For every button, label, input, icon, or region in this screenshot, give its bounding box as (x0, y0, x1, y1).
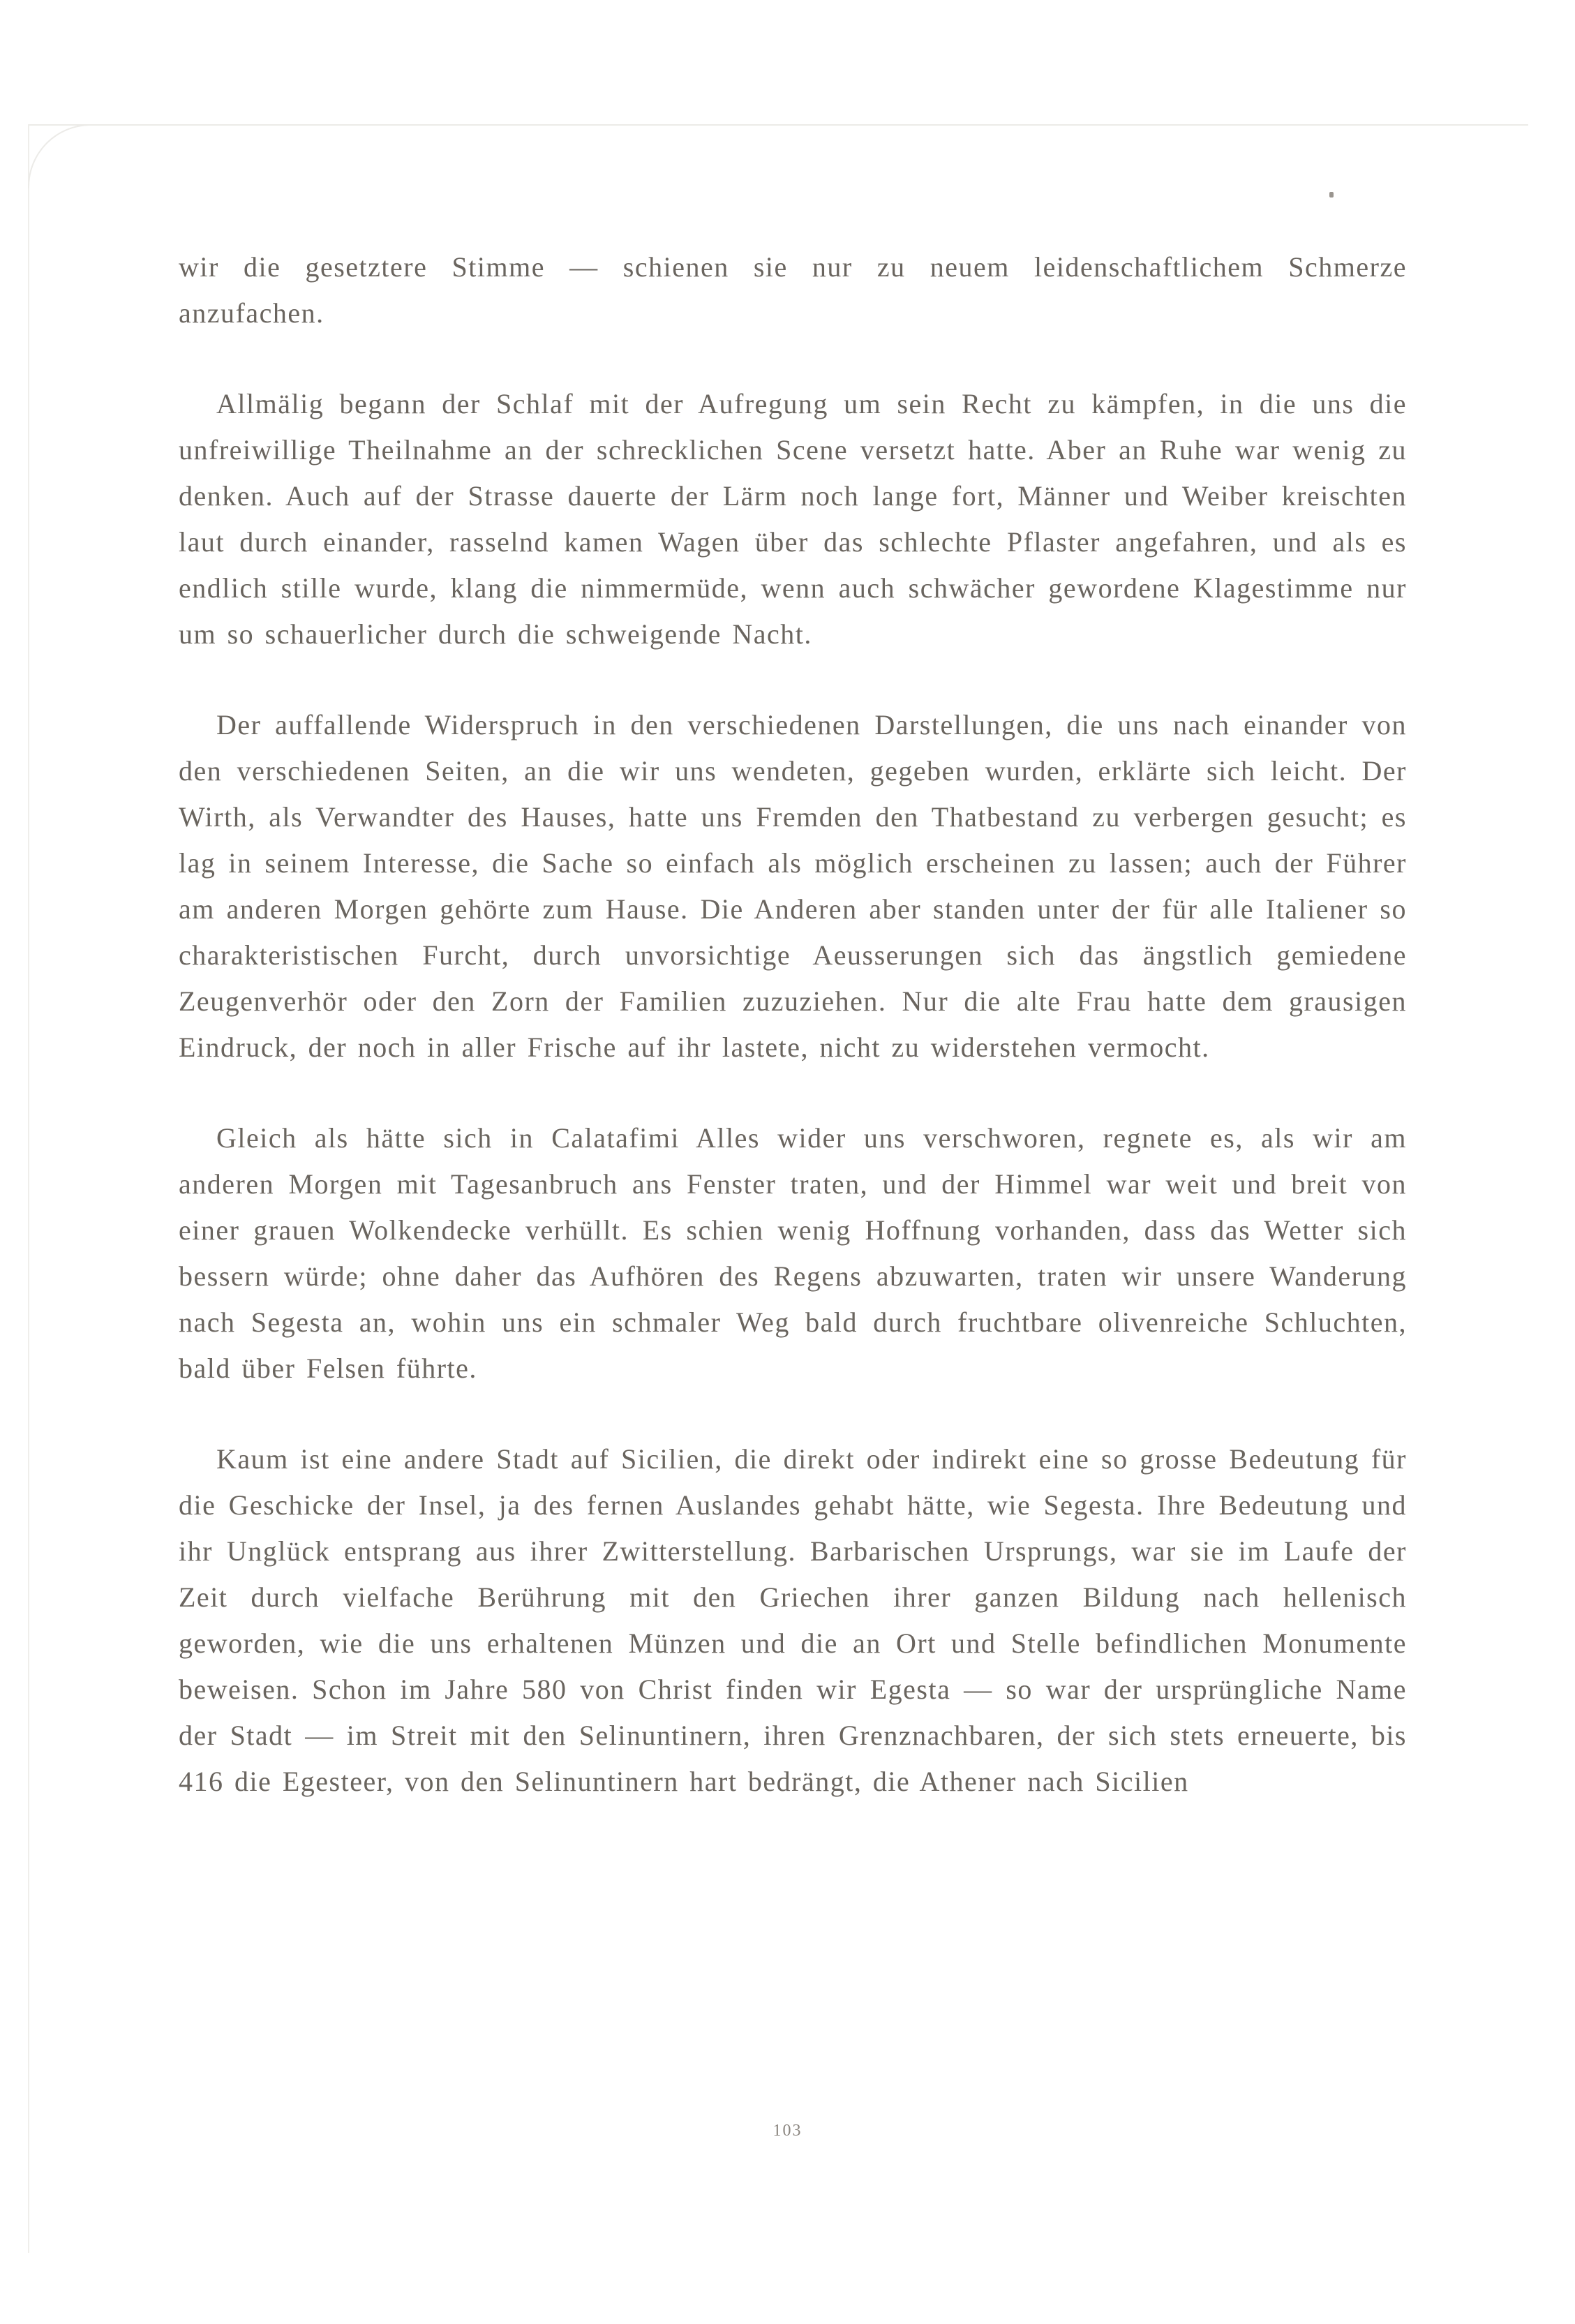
paragraph-contradiction: Der auffallende Widerspruch in den verschiedenen Darstellungen, die uns nach einander von den verschiedenen Seiten, an die wir uns wendeten, gegeben wurden, erklärte sich leicht. Der Wirth, als Verwandter des Hauses, hatte uns Fremden den Thatbestand zu verbergen gesucht; es lag in seinem Interesse, die Sache so einfach als möglich erscheinen zu lassen; auch der Führer am anderen Morgen gehörte zum Hause. Die Anderen aber standen unter der für alle Italiener so charakteristischen Furcht, durch unvorsichtige Aeusserungen sich das ängstlich gemiedene Zeugenverhör oder den Zorn der Familien zuzuziehen. Nur die alte Frau hatte dem grausigen Eindruck, der noch in aller Frische auf ihr lastete, nicht zu widerstehen vermocht. (179, 709, 1407, 1063)
page-edge-left (28, 124, 29, 2253)
paragraph-sleep: Allmälig begann der Schlaf mit der Aufregung um sein Recht zu kämpfen, in die uns die unfreiwillige Theilnahme an der schrecklichen Scene versetzt hatte. Aber an Ruhe war wenig zu denken. Auch auf der Strasse dauerte der Lärm noch lange fort, Männer und Weiber kreischten laut durch einander, rasselnd kamen Wagen über das schlechte Pflaster angefahren, und als es endlich stille wurde, klang die nimmermüde, wenn auch schwächer gewordene Klagestimme nur um so schauerlicher durch die schweigende Nacht. (179, 388, 1407, 650)
page-corner (28, 124, 92, 188)
paragraph-segesta: Kaum ist eine andere Stadt auf Sicilien, die direkt oder indirekt eine so grosse Bedeutung für die Geschicke der Insel, ja des fernen Auslandes gehabt hätte, wie Segesta. Ihre Bedeutung und ihr Unglück entsprang aus ihrer Zwitterstellung. Barbarischen Ursprungs, war sie im Laufe der Zeit durch vielfache Berührung mit den Griechen ihrer ganzen Bildung nach hellenisch geworden, wie die uns erhaltenen Münzen und die an Ort und Stelle befindlichen Monumente beweisen. Schon im Jahre 580 von Christ finden wir Egesta — so war der ursprüngliche Name der Stadt — im Streit mit den Selinuntinern, ihren Grenznachbaren, der sich stets erneuerte, bis 416 die Egesteer, von den Selinuntinern hart bedrängt, die Athener nach Sicilien (179, 1443, 1407, 1797)
paragraph-continuation: wir die gesetztere Stimme — schienen sie nur zu neuem leidenschaftlichem Schmerze anzufachen. (179, 251, 1407, 329)
body-text (179, 244, 1407, 1849)
paragraph-rain: Gleich als hätte sich in Calatafimi Alles wider uns verschworen, regnete es, als wir am anderen Morgen mit Tagesanbruch ans Fenster traten, und der Himmel war weit und breit von einer grauen Wolkendecke verhüllt. Es schien wenig Hoffnung vorhanden, dass das Wetter sich bessern würde; ohne daher das Aufhören des Regens abzuwarten, traten wir unsere Wanderung nach Segesta an, wohin uns ein schmaler Weg bald durch fruchtbare olivenreiche Schluchten, bald über Felsen führte. (179, 1122, 1407, 1384)
page-edge-top (28, 124, 1528, 126)
ink-speck (1329, 192, 1334, 198)
page-number: 103 (772, 2122, 803, 2140)
